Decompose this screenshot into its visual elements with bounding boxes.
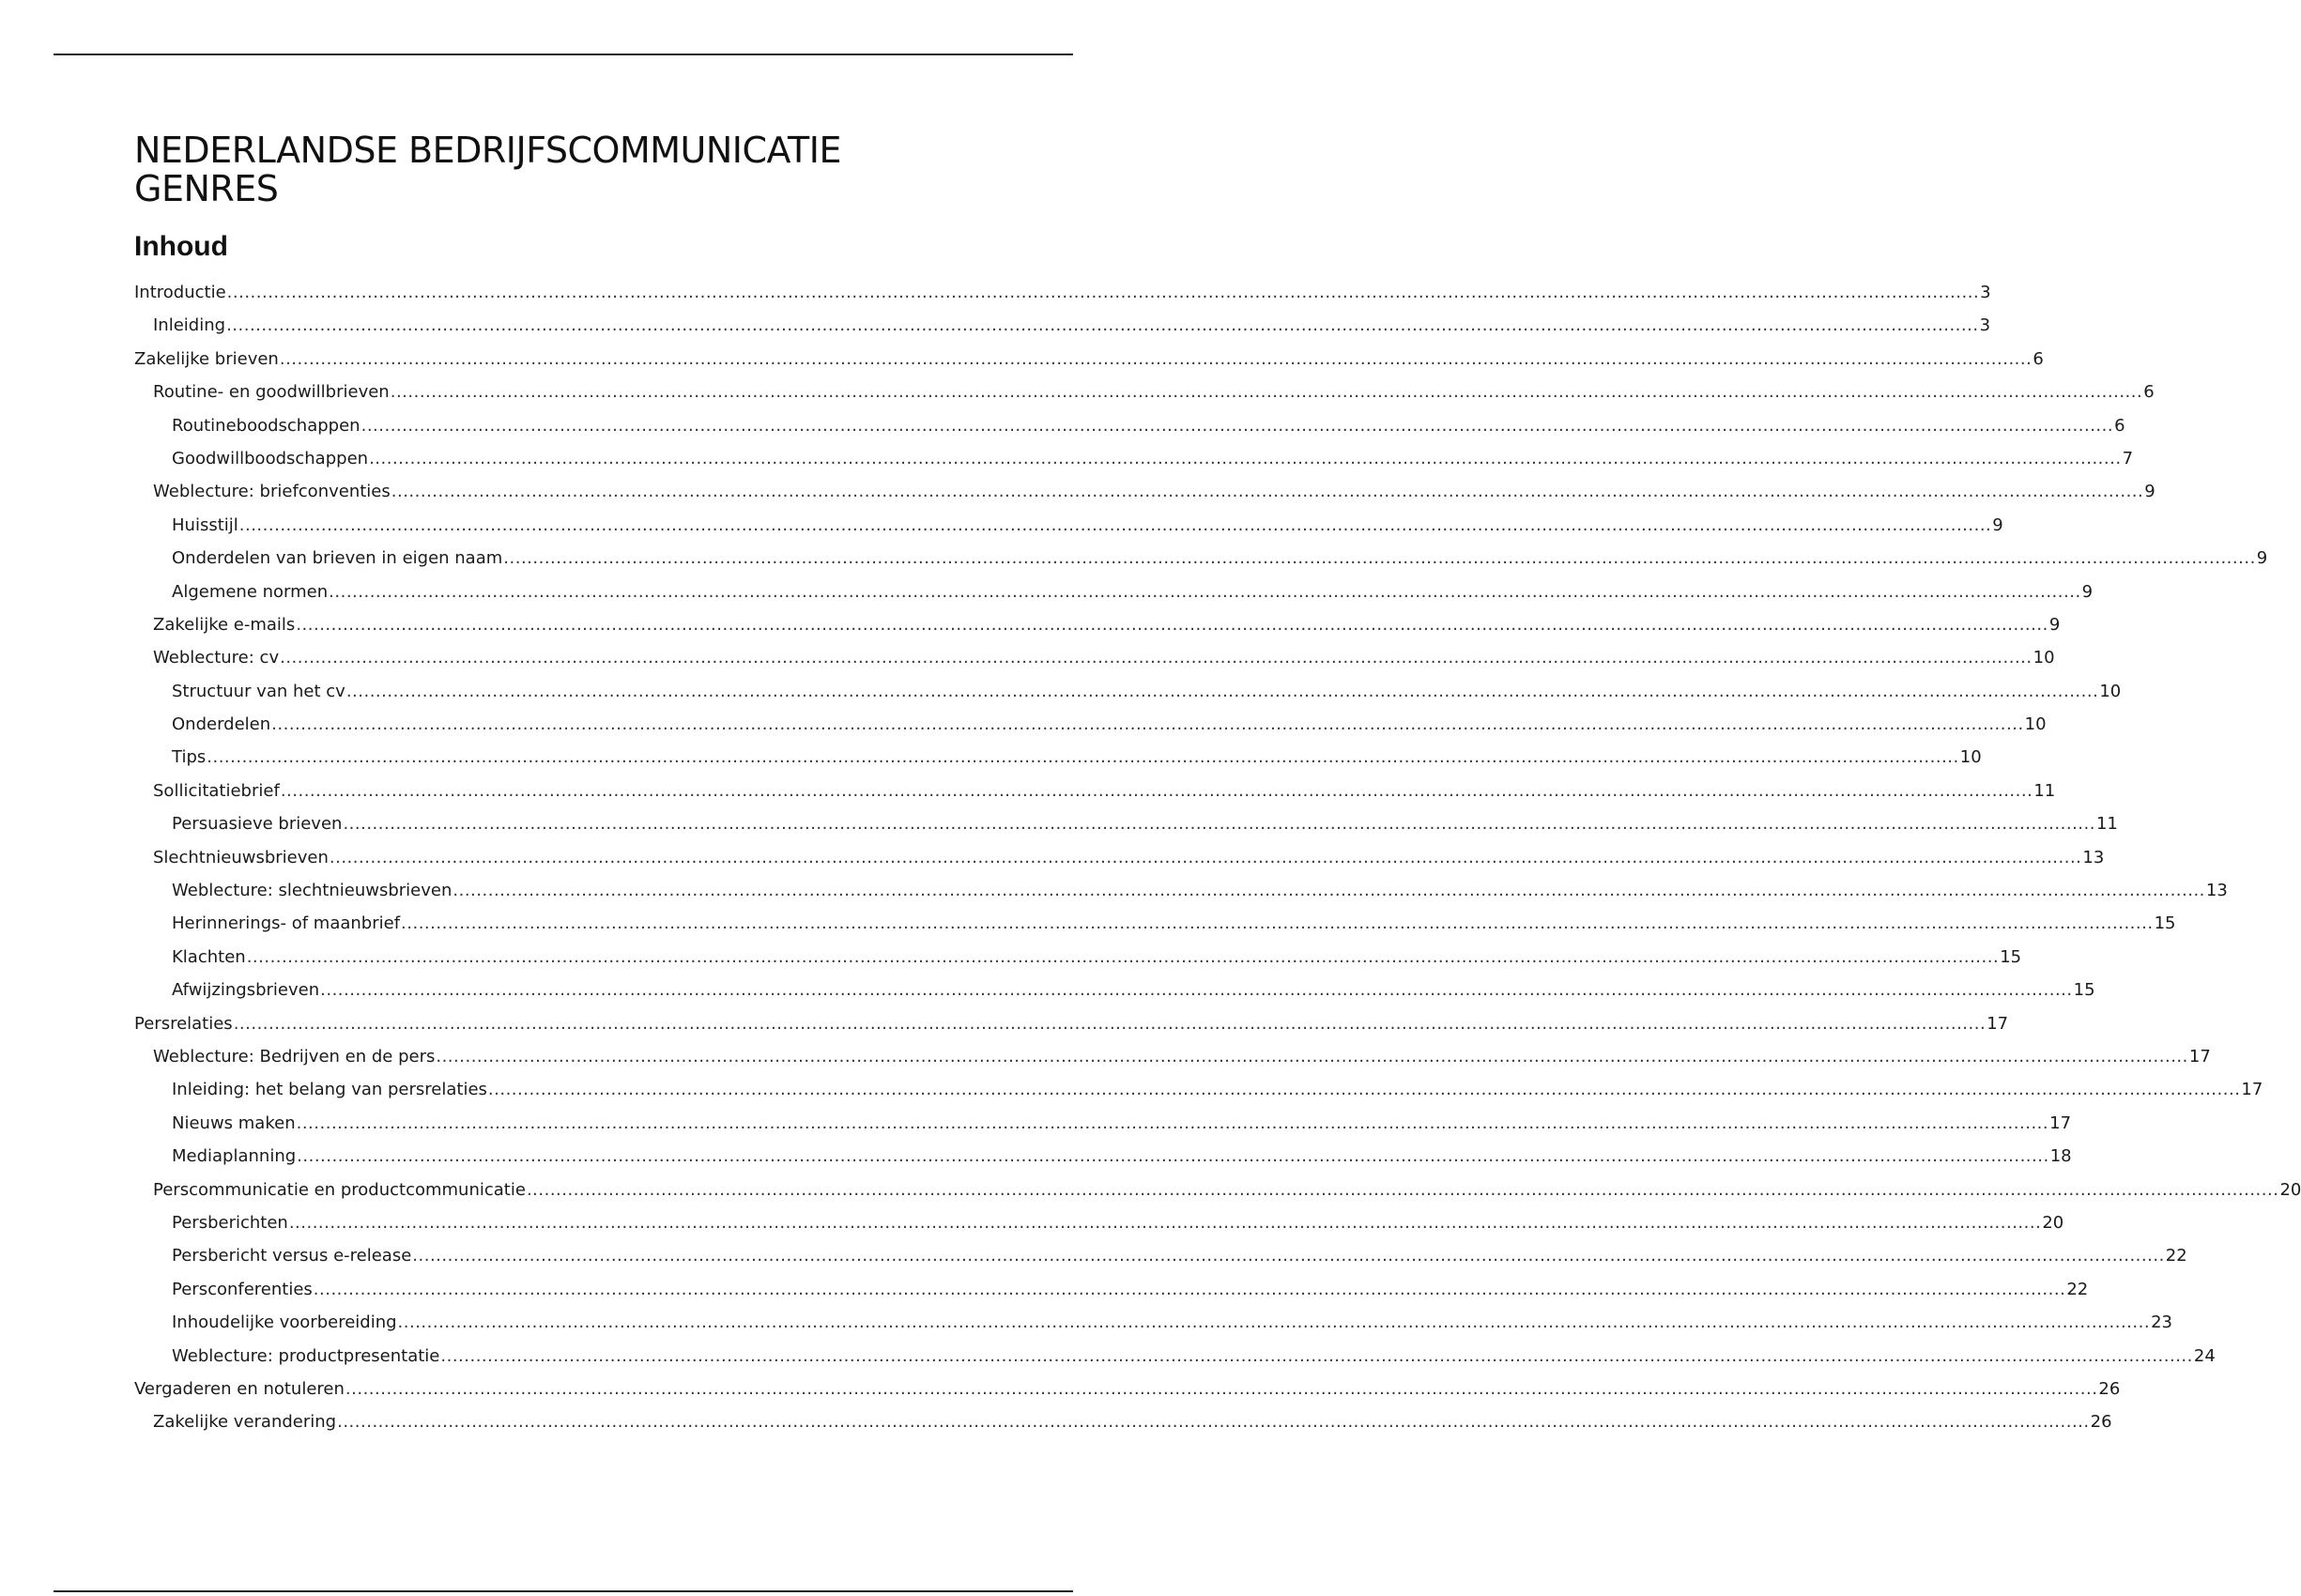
- toc-dot-leader: ............................................................................................................................................................................................................................................................................................................: [436, 1046, 2188, 1067]
- toc-dot-leader: ............................................................................................................................................................................................................................................................................................................: [526, 1179, 2279, 1200]
- toc-entry-page-number: 20: [2042, 1212, 2064, 1233]
- toc-dot-leader: ............................................................................................................................................................................................................................................................................................................: [313, 1279, 2066, 1299]
- toc-entry-page-number: 20: [2279, 1179, 2301, 1200]
- toc-entry-page-number: 24: [2193, 1345, 2216, 1366]
- toc-entry-page-number: 6: [2143, 382, 2155, 403]
- toc-entry-page-number: 13: [2082, 847, 2105, 867]
- toc-entry-page-number: 10: [2099, 681, 2122, 701]
- toc-entry-page-number: 6: [2033, 348, 2044, 369]
- toc-entry[interactable]: [134, 1373, 2121, 1405]
- toc-entry[interactable]: [134, 1206, 2064, 1239]
- toc-entry[interactable]: [134, 1405, 2112, 1438]
- toc-dot-leader: ............................................................................................................................................................................................................................................................................................................: [280, 648, 2033, 668]
- toc-entry-page-number: 3: [1980, 283, 1991, 302]
- toc-entry-page-number: 22: [2066, 1279, 2089, 1299]
- toc-entry[interactable]: [134, 1273, 2089, 1306]
- toc-entry-page-number: 10: [2033, 648, 2055, 668]
- document-title: [134, 131, 841, 208]
- toc-dot-leader: ............................................................................................................................................................................................................................................................................................................: [360, 415, 2114, 436]
- toc-entry[interactable]: [134, 675, 2122, 708]
- toc-entry-label: Inhoudelijke voorbereiding: [172, 1312, 397, 1333]
- toc-dot-leader: ............................................................................................................................................................................................................................................................................................................: [337, 1412, 2090, 1433]
- toc-dot-leader: ............................................................................................................................................................................................................................................................................................................: [279, 348, 2033, 369]
- toc-entry[interactable]: [134, 276, 1991, 309]
- toc-dot-leader: ............................................................................................................................................................................................................................................................................................................: [207, 747, 1959, 768]
- toc-entry-label: Onderdelen van brieven in eigen naam: [172, 548, 503, 569]
- toc-dot-leader: ............................................................................................................................................................................................................................................................................................................: [320, 980, 2073, 1001]
- toc-entry-page-number: 10: [1959, 747, 1982, 768]
- toc-entry-page-number: 17: [2188, 1046, 2211, 1067]
- toc-entry[interactable]: [134, 708, 2047, 741]
- toc-entry-label: Huisstijl: [172, 514, 238, 535]
- toc-dot-leader: ............................................................................................................................................................................................................................................................................................................: [401, 913, 2154, 934]
- toc-dot-leader: ............................................................................................................................................................................................................................................................................................................: [296, 1113, 2049, 1133]
- toc-entry[interactable]: [134, 542, 2268, 575]
- toc-entry[interactable]: [134, 807, 2118, 840]
- toc-entry[interactable]: [134, 974, 2095, 1006]
- toc-entry-label: Slechtnieuwsbrieven: [153, 847, 329, 867]
- toc-entry-label: Vergaderen en notuleren: [134, 1378, 345, 1399]
- toc-entry[interactable]: [134, 641, 2055, 674]
- toc-dot-leader: ............................................................................................................................................................................................................................................................................................................: [487, 1080, 2241, 1100]
- toc-entry-label: Weblecture: cv: [153, 648, 280, 668]
- header-rule: [54, 54, 1073, 55]
- toc-entry-label: Tips: [172, 747, 207, 768]
- toc-entry-label: Persrelaties: [134, 1013, 233, 1034]
- table-of-contents: [134, 276, 2301, 1439]
- toc-entry-page-number: 26: [2098, 1378, 2121, 1399]
- toc-entry-page-number: 13: [2205, 881, 2228, 901]
- footer-rule: [54, 1590, 1073, 1592]
- toc-dot-leader: ............................................................................................................................................................................................................................................................................................................: [345, 681, 2099, 701]
- toc-entry[interactable]: [134, 874, 2228, 907]
- toc-entry-page-number: 11: [2095, 814, 2118, 835]
- toc-entry-page-number: 17: [2241, 1080, 2263, 1100]
- toc-entry-label: Weblecture: Bedrijven en de pers: [153, 1046, 436, 1067]
- toc-dot-leader: ............................................................................................................................................................................................................................................................................................................: [345, 1378, 2098, 1399]
- toc-dot-leader: ............................................................................................................................................................................................................................................................................................................: [246, 946, 2000, 967]
- toc-entry-page-number: 9: [2144, 482, 2155, 502]
- toc-entry-page-number: 3: [1979, 315, 1991, 336]
- toc-entry-label: Routine- en goodwillbrieven: [153, 382, 390, 403]
- toc-entry-page-number: 10: [2024, 714, 2047, 735]
- toc-entry[interactable]: [134, 1174, 2301, 1206]
- toc-entry-label: Goodwillboodschappen: [172, 448, 369, 468]
- toc-entry-label: Nieuws maken: [172, 1113, 296, 1133]
- toc-entry-page-number: 17: [1987, 1013, 2009, 1034]
- toc-dot-leader: ............................................................................................................................................................................................................................................................................................................: [503, 548, 2256, 569]
- toc-entry-label: Zakelijke brieven: [134, 348, 279, 369]
- toc-dot-leader: ............................................................................................................................................................................................................................................................................................................: [238, 514, 1992, 535]
- toc-entry-page-number: 6: [2114, 415, 2125, 436]
- toc-dot-leader: ............................................................................................................................................................................................................................................................................................................: [391, 482, 2144, 502]
- toc-entry-page-number: 23: [2151, 1312, 2172, 1333]
- toc-entry-page-number: 18: [2049, 1146, 2072, 1167]
- toc-dot-leader: ............................................................................................................................................................................................................................................................................................................: [329, 581, 2081, 602]
- toc-entry-page-number: 26: [2090, 1412, 2112, 1433]
- toc-dot-leader: ............................................................................................................................................................................................................................................................................................................: [226, 315, 1979, 336]
- toc-dot-leader: ............................................................................................................................................................................................................................................................................................................: [453, 881, 2205, 901]
- toc-dot-leader: ............................................................................................................................................................................................................................................................................................................: [271, 714, 2024, 735]
- toc-entry-page-number: 9: [2256, 548, 2268, 569]
- toc-entry-label: Weblecture: slechtnieuwsbrieven: [172, 881, 453, 901]
- toc-entry-label: Persberichten: [172, 1212, 288, 1233]
- toc-entry-page-number: 15: [2154, 913, 2176, 934]
- toc-entry-label: Afwijzingsbrieven: [172, 980, 320, 1001]
- toc-dot-leader: ............................................................................................................................................................................................................................................................................................................: [343, 814, 2095, 835]
- toc-entry-page-number: 11: [2033, 780, 2056, 801]
- document-title-line-1: NEDERLANDSE BEDRIJFSCOMMUNICATIE: [134, 130, 841, 171]
- toc-entry-label: Weblecture: productpresentatie: [172, 1345, 440, 1366]
- toc-entry-label: Perscommunicatie en productcommunicatie: [153, 1179, 526, 1200]
- toc-dot-leader: ............................................................................................................................................................................................................................................................................................................: [280, 780, 2033, 801]
- toc-entry-label: Routineboodschappen: [172, 415, 360, 436]
- toc-entry-page-number: 9: [1992, 514, 2003, 535]
- toc-entry[interactable]: [134, 1306, 2172, 1339]
- document-title-line-2: GENRES: [134, 168, 279, 209]
- toc-entry-label: Inleiding: [153, 315, 226, 336]
- toc-entry[interactable]: [134, 309, 1991, 342]
- toc-entry[interactable]: [134, 475, 2155, 508]
- toc-entry[interactable]: [134, 575, 2094, 608]
- toc-dot-leader: ............................................................................................................................................................................................................................................................................................................: [288, 1212, 2042, 1233]
- toc-dot-leader: ............................................................................................................................................................................................................................................................................................................: [369, 448, 2122, 468]
- toc-heading: Inhoud: [134, 231, 228, 262]
- toc-entry[interactable]: [134, 1140, 2072, 1173]
- toc-entry-label: Persconferenties: [172, 1279, 313, 1299]
- toc-entry[interactable]: [134, 941, 2022, 974]
- toc-entry-label: Mediaplanning: [172, 1146, 297, 1167]
- toc-entry-page-number: 9: [2081, 581, 2094, 602]
- toc-entry[interactable]: [134, 1040, 2211, 1073]
- toc-entry[interactable]: [134, 741, 1982, 774]
- toc-entry-page-number: 9: [2048, 614, 2061, 635]
- toc-entry-label: Persuasieve brieven: [172, 814, 343, 835]
- toc-entry-label: Onderdelen: [172, 714, 271, 735]
- toc-entry[interactable]: [134, 1239, 2187, 1272]
- toc-entry-label: Klachten: [172, 946, 246, 967]
- toc-entry[interactable]: [134, 442, 2134, 475]
- toc-entry-label: Algemene normen: [172, 581, 329, 602]
- toc-entry[interactable]: [134, 1007, 2009, 1040]
- toc-entry[interactable]: [134, 376, 2155, 408]
- toc-dot-leader: ............................................................................................................................................................................................................................................................................................................: [296, 614, 2048, 635]
- toc-entry[interactable]: [134, 1107, 2072, 1140]
- toc-entry[interactable]: [134, 907, 2176, 940]
- toc-dot-leader: ............................................................................................................................................................................................................................................................................................................: [226, 283, 1980, 302]
- toc-dot-leader: ............................................................................................................................................................................................................................................................................................................: [297, 1146, 2049, 1167]
- toc-entry-label: Introductie: [134, 283, 226, 302]
- toc-entry-label: Inleiding: het belang van persrelaties: [172, 1080, 487, 1100]
- toc-entry-label: Zakelijke e-mails: [153, 614, 296, 635]
- toc-dot-leader: ............................................................................................................................................................................................................................................................................................................: [390, 382, 2143, 403]
- toc-dot-leader: ............................................................................................................................................................................................................................................................................................................: [233, 1013, 1987, 1034]
- toc-entry-label: Zakelijke verandering: [153, 1412, 337, 1433]
- toc-entry[interactable]: [134, 608, 2061, 641]
- toc-entry-page-number: 15: [2000, 946, 2022, 967]
- toc-entry-label: Herinnerings- of maanbrief: [172, 913, 401, 934]
- toc-entry[interactable]: [134, 775, 2056, 807]
- toc-entry[interactable]: [134, 841, 2105, 874]
- toc-entry[interactable]: [134, 1340, 2216, 1373]
- toc-entry-label: Sollicitatiebrief: [153, 780, 280, 801]
- toc-entry-label: Persbericht versus e-release: [172, 1246, 412, 1266]
- toc-entry[interactable]: [134, 343, 2044, 376]
- toc-entry-page-number: 7: [2122, 448, 2134, 468]
- toc-entry[interactable]: [134, 409, 2125, 442]
- toc-entry-label: Weblecture: briefconventies: [153, 482, 391, 502]
- toc-entry[interactable]: [134, 1073, 2263, 1106]
- toc-entry-page-number: 15: [2073, 980, 2095, 1001]
- toc-entry[interactable]: [134, 509, 2003, 542]
- toc-dot-leader: ............................................................................................................................................................................................................................................................................................................: [329, 847, 2082, 867]
- toc-entry-label: Structuur van het cv: [172, 681, 345, 701]
- toc-entry-page-number: 17: [2049, 1113, 2072, 1133]
- toc-entry-page-number: 22: [2165, 1246, 2187, 1266]
- toc-dot-leader: ............................................................................................................................................................................................................................................................................................................: [397, 1312, 2151, 1333]
- toc-dot-leader: ............................................................................................................................................................................................................................................................................................................: [412, 1246, 2165, 1266]
- toc-dot-leader: ............................................................................................................................................................................................................................................................................................................: [440, 1345, 2193, 1366]
